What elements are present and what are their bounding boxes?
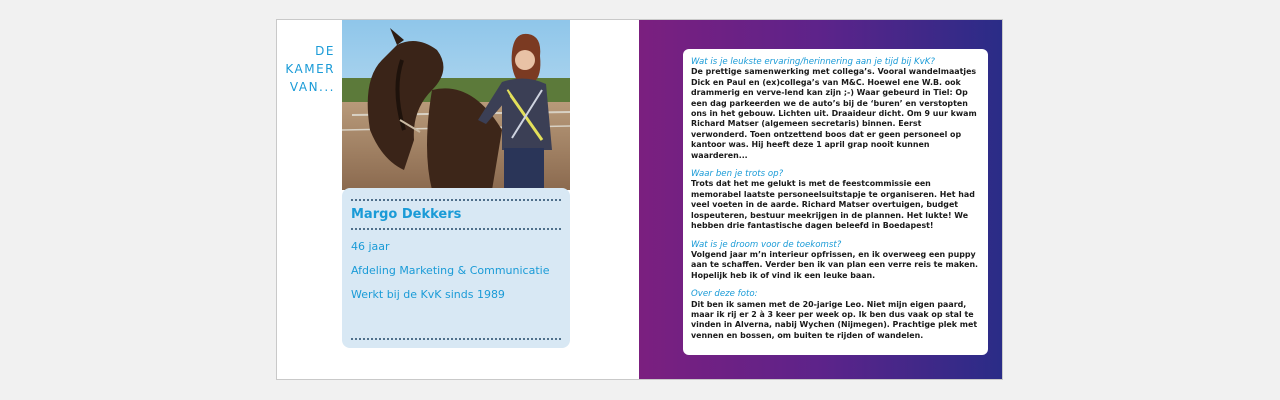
left-page [277, 20, 639, 379]
profile-department: Afdeling Marketing & Communicatie [351, 264, 550, 277]
interview-answer: De prettige samenwerking met collega’s. Vooral wandelmaatjes Dick en Paul en (ex)collega’s van M&C. Hoewel ene W.B. ook drammerig en verve-lend kan zijn ;-) Waar gebeurd in Tiel: Op een dag parkeerden we de auto’s bij de ‘buren’ en verstopten ons in het gebouw. Lichten uit. Draaideur dicht. Om 9 uur kwam Richard Matser (algemeen secretaris) binnen. Eerst verwonderd. Toen ontzettend boos dat er geen personeel op kantoor was. Hij heeft deze 1 april grap nooit kunnen waarderen... [691, 67, 977, 160]
section-title [283, 42, 335, 96]
interview-question: Wat is je droom voor de toekomst? [691, 239, 842, 250]
section-title-line: VAN... [289, 80, 335, 94]
profile-age: 46 jaar [351, 240, 390, 253]
interview-answer: Dit ben ik samen met de 20-jarige Leo. Niet mijn eigen paard, maar ik rij er 2 à 3 keer per week op. Ik ben dus vaak op stal te vinden in Alverna, nabij Wychen (Nijmegen). Prachtige plek met vennen en bossen, om buiten te rijden of wandelen. [691, 299, 978, 340]
dotted-divider [351, 199, 561, 201]
horse-and-woman-photo [342, 20, 570, 190]
section-title-line: DE [315, 44, 335, 58]
interview-answer: Trots dat het me gelukt is met de feestcommissie een memorabel laatste personeelsuitstapje te organiseren. Het had veel voeten in de aarde. Richard Matser overtuigen, budget lospeuteren, bestuur meekrijgen in de plannen. Het lukte! We hebben drie fantastische dagen beleefd in Boedapest! [691, 179, 975, 231]
magazine-spread [276, 19, 1003, 380]
dotted-divider [351, 338, 561, 340]
profile-name: Margo Dekkers [351, 207, 462, 222]
profile-photo [342, 20, 570, 190]
profile-employment: Werkt bij de KvK sinds 1989 [351, 288, 505, 301]
interview-answer: Volgend jaar m’n interieur opfrissen, en ik overweeg een puppy aan te schaffen. Verder ben ik van plan een verre reis te maken. Hopelijk heb ik of vind ik een leuke baan. [691, 249, 979, 280]
interview-question: Over deze foto: [691, 289, 758, 300]
interview-question: Wat is je leukste ervaring/herinnering aan je tijd bij KvK? [691, 57, 935, 67]
interview-box [683, 49, 988, 355]
section-title-line: KAMER [285, 62, 335, 76]
profile-card [342, 188, 570, 348]
dotted-divider [351, 228, 561, 230]
right-page [639, 20, 1002, 379]
interview-question: Waar ben je trots op? [691, 169, 784, 180]
